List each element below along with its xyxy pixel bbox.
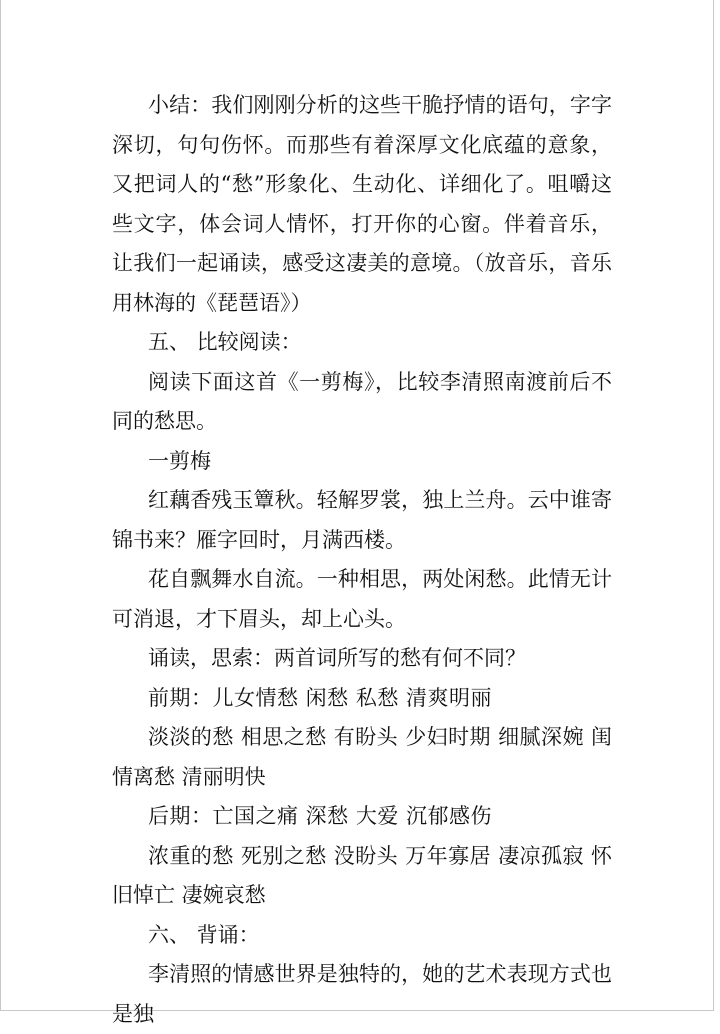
late-period-summary: 后期：亡国之痛 深愁 大爱 沉郁感伤 (148, 804, 493, 828)
poem-title: 一剪梅 (148, 448, 211, 473)
early-period-summary: 前期：儿女情愁 闲愁 私愁 清爽明丽 (148, 685, 493, 710)
section-six-heading: 六、 背诵： (148, 922, 260, 947)
comparison-instruction: 阅读下面这首《一剪梅》，比较李清照南渡前后不同的愁思。 (112, 369, 612, 433)
summary-paragraph: 小结：我们刚刚分析的这些干脆抒情的语句，字字深切，句句伤怀。而那些有着深厚文化底蕴的意象，又把词人的“愁”形象化、生动化、详细化了。咀嚼这些文字，体会词人情怀，打开你的心窗。伴着音乐，让我们一起诵读，感受这凄美的意境。（放音乐，音乐用林海的《琵琶语》） (112, 93, 612, 315)
poem-stanza-2: 花自飘舞水自流。一种相思，两处闲愁。此情无计可消退，才下眉头，却上心头。 (112, 567, 612, 631)
document-body (112, 86, 612, 1034)
closing-paragraph: 李清照的情感世界是独特的，她的艺术表现方式也是独 (112, 962, 612, 1026)
early-period-details: 淡淡的愁 相思之愁 有盼头 少妇时期 细腻深婉 闺情离愁 清丽明快 (112, 725, 612, 789)
late-period-details: 浓重的愁 死别之愁 没盼头 万年寡居 凄凉孤寂 怀旧悼亡 凄婉哀愁 (112, 843, 612, 907)
reading-question: 诵读，思索：两首词所写的愁有何不同？ (148, 646, 526, 670)
poem-stanza-1: 红藕香残玉簟秋。轻解罗裳，独上兰舟。云中谁寄锦书来？雁字回时，月满西楼。 (112, 488, 612, 552)
section-five-heading: 五、 比较阅读： (148, 330, 302, 354)
